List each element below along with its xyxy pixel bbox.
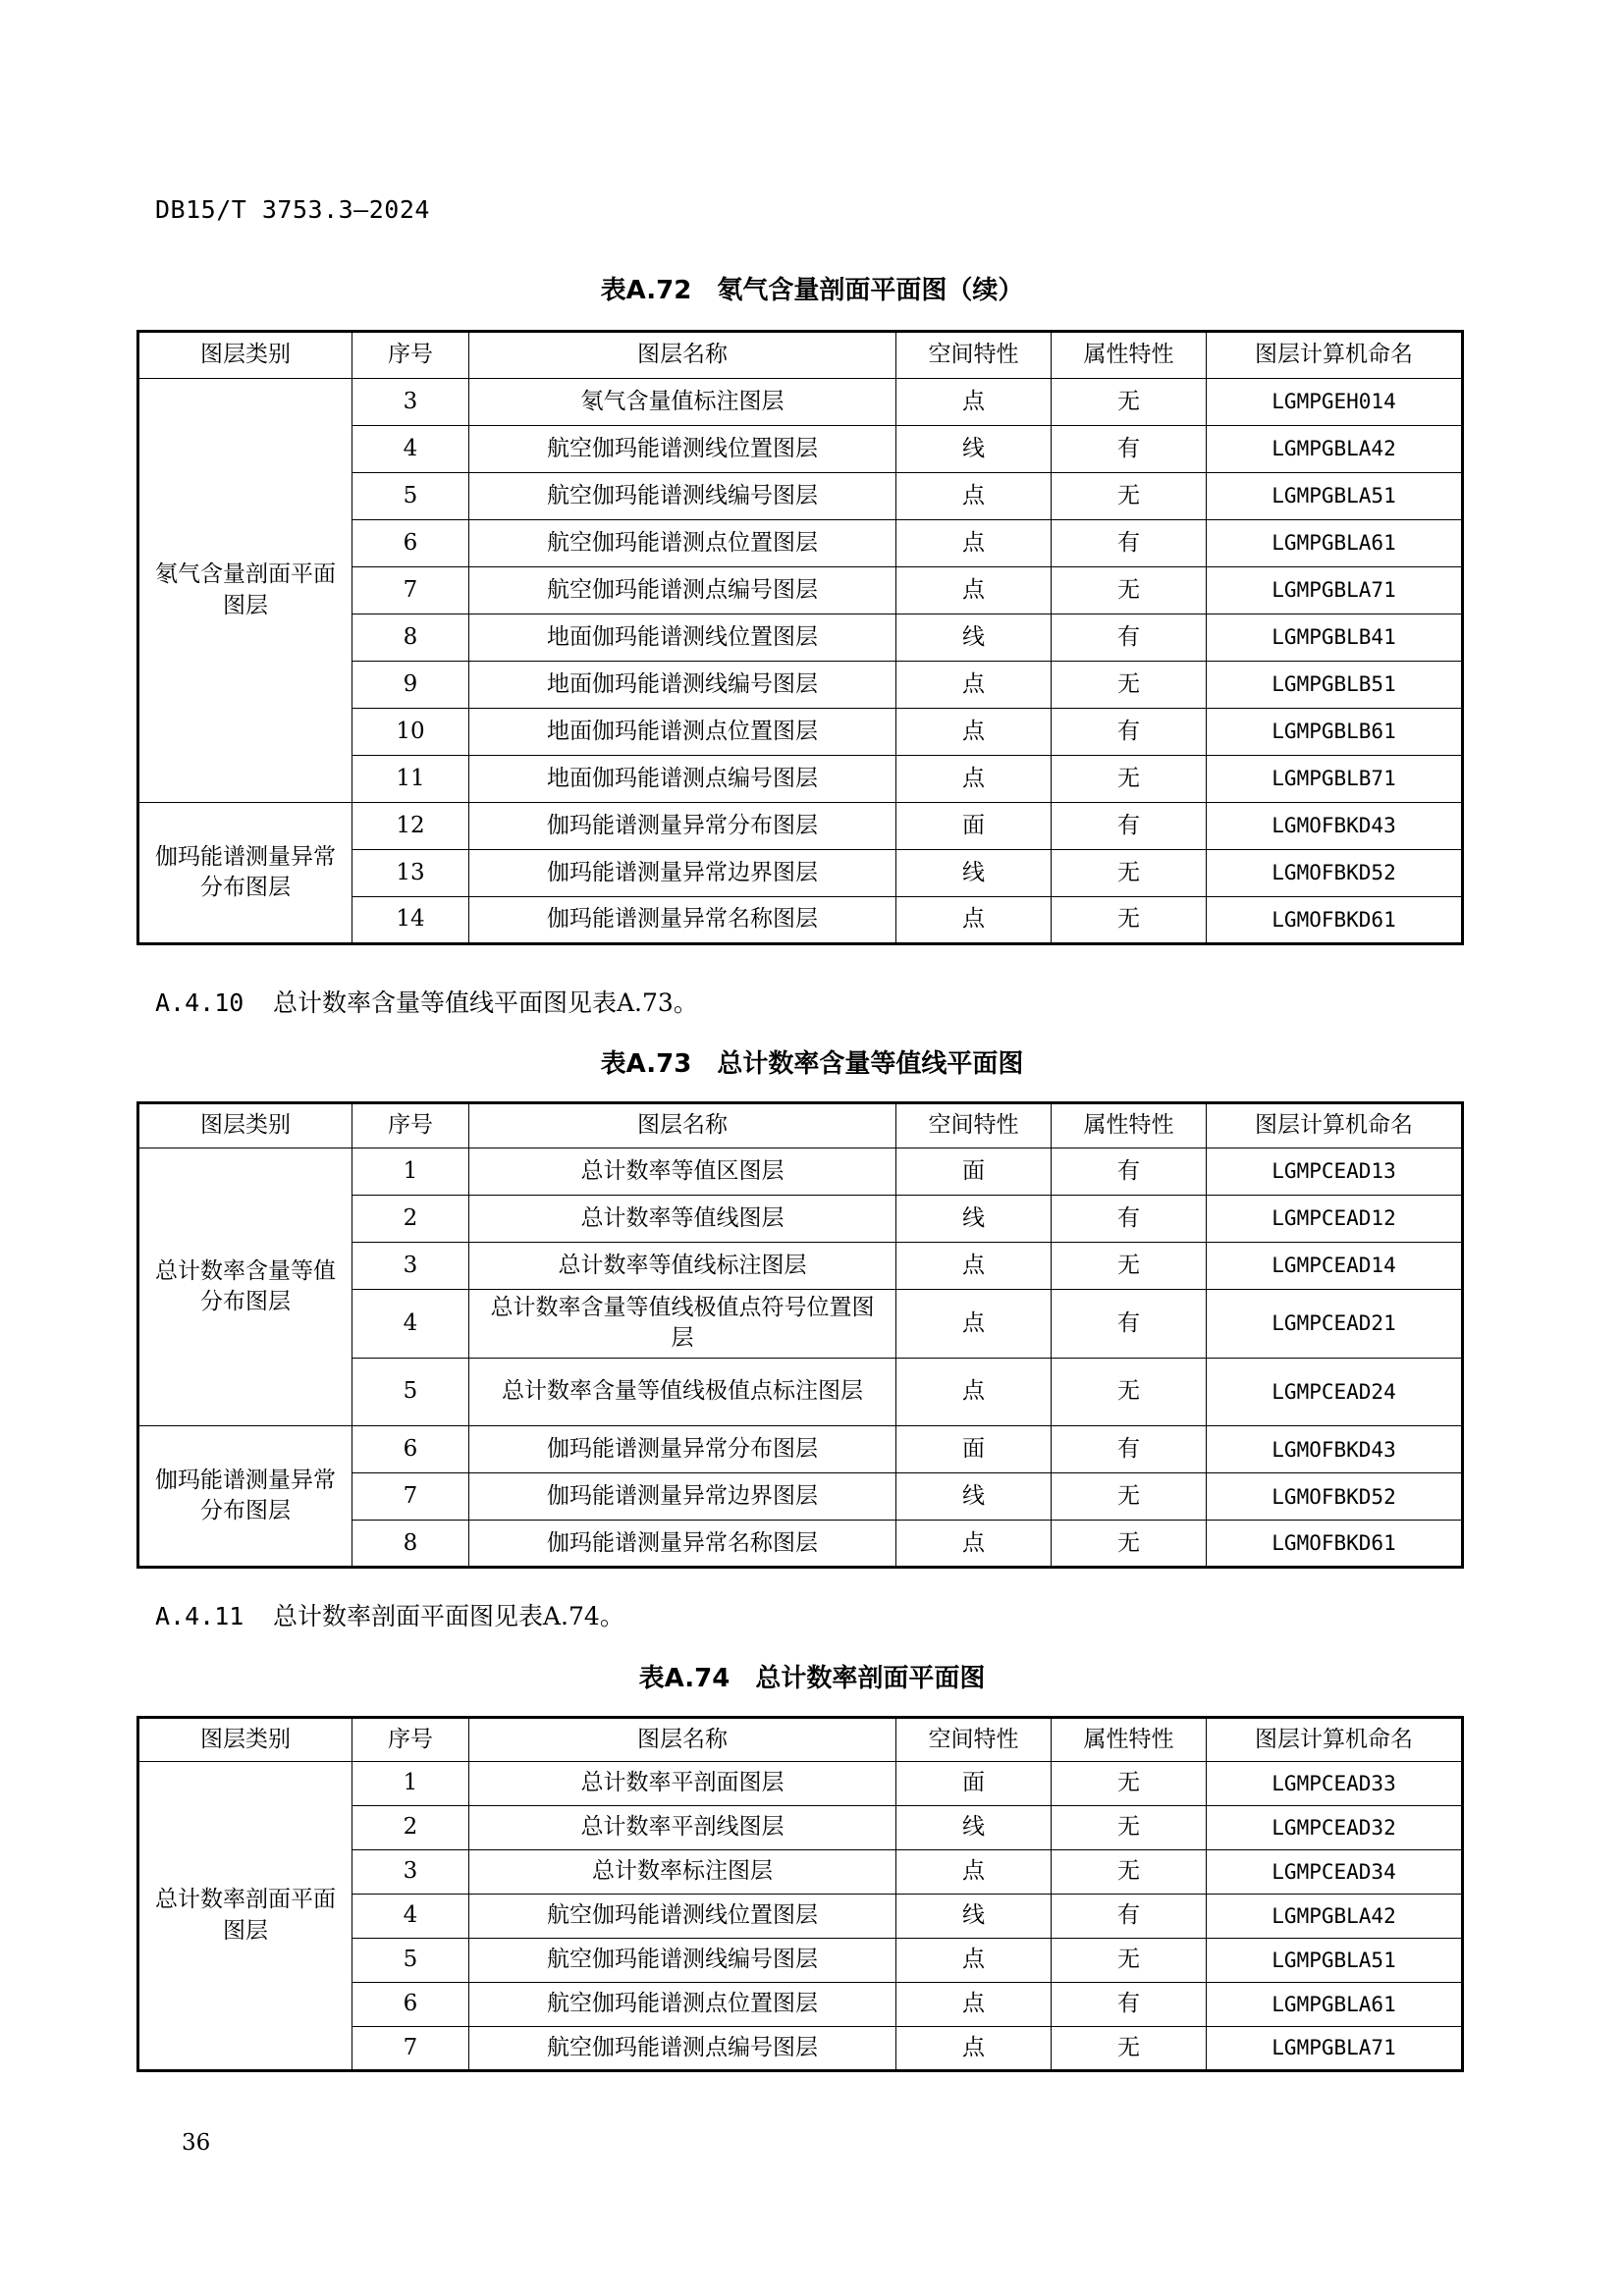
section-a-4-11 — [155, 1597, 624, 1632]
sequence-cell: 12 — [352, 803, 469, 850]
layer-name-cell: 总计数率平剖线图层 — [469, 1806, 896, 1850]
computer-name-cell: LGMOFBKD52 — [1207, 850, 1463, 897]
layer-name-cell: 总计数率含量等值线极值点符号位置图层 — [469, 1290, 896, 1359]
spatial-type-cell: 点 — [896, 1290, 1052, 1359]
layer-name-cell: 伽玛能谱测量异常边界图层 — [469, 1473, 896, 1521]
column-header: 图层计算机命名 — [1207, 1103, 1463, 1148]
attribute-cell: 有 — [1052, 803, 1207, 850]
spatial-type-cell: 点 — [896, 379, 1052, 426]
attribute-cell: 无 — [1052, 567, 1207, 614]
sequence-cell: 8 — [352, 614, 469, 662]
spatial-type-cell: 点 — [896, 1243, 1052, 1290]
computer-name-cell: LGMOFBKD43 — [1207, 1426, 1463, 1473]
table-header-row — [138, 1718, 1463, 1762]
attribute-cell: 有 — [1052, 1983, 1207, 2027]
layer-name-cell: 伽玛能谱测量异常分布图层 — [469, 803, 896, 850]
section-number: A.4.10 — [155, 988, 244, 1017]
layer-name-cell: 地面伽玛能谱测线编号图层 — [469, 662, 896, 709]
layer-name-cell: 总计数率等值区图层 — [469, 1148, 896, 1196]
spatial-type-cell: 点 — [896, 1358, 1052, 1426]
computer-name-cell: LGMPGBLA71 — [1207, 2027, 1463, 2071]
section-text: 总计数率剖面平面图见表A.74。 — [273, 1602, 624, 1630]
spatial-type-cell: 点 — [896, 1850, 1052, 1895]
attribute-cell: 有 — [1052, 426, 1207, 473]
computer-name-cell: LGMPGBLB41 — [1207, 614, 1463, 662]
layer-name-cell: 地面伽玛能谱测点位置图层 — [469, 709, 896, 756]
sequence-cell: 3 — [352, 1243, 469, 1290]
column-header: 图层名称 — [469, 332, 896, 379]
attribute-cell: 有 — [1052, 1895, 1207, 1939]
layer-name-cell: 航空伽玛能谱测线位置图层 — [469, 426, 896, 473]
section-text: 总计数率含量等值线平面图见表A.73。 — [273, 988, 698, 1017]
column-header: 序号 — [352, 1718, 469, 1762]
document-id: DB15/T 3753.3—2024 — [155, 195, 430, 224]
column-header: 图层类别 — [138, 1718, 352, 1762]
layer-name-cell: 伽玛能谱测量异常分布图层 — [469, 1426, 896, 1473]
spatial-type-cell: 点 — [896, 1939, 1052, 1983]
column-header: 图层类别 — [138, 1103, 352, 1148]
layer-category-cell: 总计数率剖面平面图层 — [138, 1762, 352, 2071]
spatial-type-cell: 面 — [896, 1148, 1052, 1196]
sequence-cell: 5 — [352, 1358, 469, 1426]
sequence-cell: 7 — [352, 1473, 469, 1521]
spatial-type-cell: 线 — [896, 1196, 1052, 1243]
table-header-row — [138, 1103, 1463, 1148]
table-a73-caption: 表A.73 总计数率含量等值线平面图 — [600, 1049, 1024, 1079]
layer-name-cell: 总计数率含量等值线极值点标注图层 — [469, 1358, 896, 1426]
spatial-type-cell: 点 — [896, 567, 1052, 614]
computer-name-cell: LGMPCEAD32 — [1207, 1806, 1463, 1850]
attribute-cell: 无 — [1052, 1850, 1207, 1895]
layer-name-cell: 地面伽玛能谱测线位置图层 — [469, 614, 896, 662]
sequence-cell: 11 — [352, 756, 469, 803]
layer-name-cell: 总计数率标注图层 — [469, 1850, 896, 1895]
column-header: 属性特性 — [1052, 1103, 1207, 1148]
attribute-cell: 无 — [1052, 1521, 1207, 1568]
layer-name-cell: 航空伽玛能谱测点位置图层 — [469, 1983, 896, 2027]
layer-category-cell: 伽玛能谱测量异常分布图层 — [138, 1426, 352, 1568]
computer-name-cell: LGMPGBLA61 — [1207, 520, 1463, 567]
attribute-cell: 无 — [1052, 1806, 1207, 1850]
spatial-type-cell: 点 — [896, 1983, 1052, 2027]
table-row — [138, 803, 1463, 850]
sequence-cell: 2 — [352, 1806, 469, 1850]
spatial-type-cell: 线 — [896, 1473, 1052, 1521]
column-header: 属性特性 — [1052, 332, 1207, 379]
computer-name-cell: LGMOFBKD52 — [1207, 1473, 1463, 1521]
column-header: 图层名称 — [469, 1103, 896, 1148]
layer-name-cell: 总计数率平剖面图层 — [469, 1762, 896, 1806]
spatial-type-cell: 点 — [896, 709, 1052, 756]
spatial-type-cell: 点 — [896, 662, 1052, 709]
layer-category-cell: 伽玛能谱测量异常分布图层 — [138, 803, 352, 944]
sequence-cell: 1 — [352, 1148, 469, 1196]
computer-name-cell: LGMPGBLA61 — [1207, 1983, 1463, 2027]
table-row — [138, 1148, 1463, 1196]
spatial-type-cell: 线 — [896, 614, 1052, 662]
sequence-cell: 8 — [352, 1521, 469, 1568]
computer-name-cell: LGMPGBLA51 — [1207, 473, 1463, 520]
table-a72 — [136, 330, 1464, 945]
column-header: 空间特性 — [896, 1103, 1052, 1148]
attribute-cell: 有 — [1052, 709, 1207, 756]
table-row — [138, 379, 1463, 426]
attribute-cell: 无 — [1052, 379, 1207, 426]
sequence-cell: 7 — [352, 567, 469, 614]
computer-name-cell: LGMPGBLB71 — [1207, 756, 1463, 803]
spatial-type-cell: 线 — [896, 1895, 1052, 1939]
layer-name-cell: 伽玛能谱测量异常名称图层 — [469, 897, 896, 944]
sequence-cell: 5 — [352, 1939, 469, 1983]
layer-category-cell: 总计数率含量等值分布图层 — [138, 1148, 352, 1426]
column-header: 序号 — [352, 332, 469, 379]
computer-name-cell: LGMOFBKD61 — [1207, 1521, 1463, 1568]
sequence-cell: 4 — [352, 426, 469, 473]
attribute-cell: 无 — [1052, 1762, 1207, 1806]
layer-name-cell: 航空伽玛能谱测线编号图层 — [469, 473, 896, 520]
attribute-cell: 无 — [1052, 1473, 1207, 1521]
computer-name-cell: LGMOFBKD43 — [1207, 803, 1463, 850]
column-header: 图层计算机命名 — [1207, 332, 1463, 379]
computer-name-cell: LGMOFBKD61 — [1207, 897, 1463, 944]
sequence-cell: 6 — [352, 1426, 469, 1473]
computer-name-cell: LGMPGBLB61 — [1207, 709, 1463, 756]
computer-name-cell: LGMPCEAD13 — [1207, 1148, 1463, 1196]
spatial-type-cell: 线 — [896, 426, 1052, 473]
spatial-type-cell: 点 — [896, 473, 1052, 520]
layer-name-cell: 航空伽玛能谱测点位置图层 — [469, 520, 896, 567]
sequence-cell: 4 — [352, 1290, 469, 1359]
spatial-type-cell: 点 — [896, 756, 1052, 803]
computer-name-cell: LGMPCEAD21 — [1207, 1290, 1463, 1359]
sequence-cell: 3 — [352, 379, 469, 426]
layer-name-cell: 总计数率等值线图层 — [469, 1196, 896, 1243]
spatial-type-cell: 面 — [896, 803, 1052, 850]
sequence-cell: 4 — [352, 1895, 469, 1939]
table-row — [138, 1426, 1463, 1473]
column-header: 空间特性 — [896, 1718, 1052, 1762]
attribute-cell: 无 — [1052, 662, 1207, 709]
table-row — [138, 1762, 1463, 1806]
page-number: 36 — [182, 2130, 211, 2156]
computer-name-cell: LGMPCEAD14 — [1207, 1243, 1463, 1290]
attribute-cell: 有 — [1052, 1426, 1207, 1473]
computer-name-cell: LGMPCEAD33 — [1207, 1762, 1463, 1806]
computer-name-cell: LGMPCEAD34 — [1207, 1850, 1463, 1895]
attribute-cell: 无 — [1052, 1358, 1207, 1426]
sequence-cell: 7 — [352, 2027, 469, 2071]
table-a72-caption: 表A.72 氡气含量剖面平面图（续） — [600, 276, 1024, 305]
spatial-type-cell: 线 — [896, 850, 1052, 897]
sequence-cell: 6 — [352, 520, 469, 567]
section-number: A.4.11 — [155, 1602, 244, 1630]
column-header: 空间特性 — [896, 332, 1052, 379]
computer-name-cell: LGMPGEH014 — [1207, 379, 1463, 426]
layer-name-cell: 氡气含量值标注图层 — [469, 379, 896, 426]
layer-name-cell: 伽玛能谱测量异常边界图层 — [469, 850, 896, 897]
layer-name-cell: 地面伽玛能谱测点编号图层 — [469, 756, 896, 803]
attribute-cell: 无 — [1052, 850, 1207, 897]
attribute-cell: 无 — [1052, 2027, 1207, 2071]
column-header: 图层类别 — [138, 332, 352, 379]
sequence-cell: 5 — [352, 473, 469, 520]
table-a73 — [136, 1101, 1464, 1569]
computer-name-cell: LGMPCEAD24 — [1207, 1358, 1463, 1426]
layer-name-cell: 航空伽玛能谱测点编号图层 — [469, 2027, 896, 2071]
attribute-cell: 无 — [1052, 1939, 1207, 1983]
computer-name-cell: LGMPGBLA71 — [1207, 567, 1463, 614]
computer-name-cell: LGMPGBLA42 — [1207, 426, 1463, 473]
layer-name-cell: 伽玛能谱测量异常名称图层 — [469, 1521, 896, 1568]
layer-name-cell: 航空伽玛能谱测点编号图层 — [469, 567, 896, 614]
computer-name-cell: LGMPGBLA51 — [1207, 1939, 1463, 1983]
column-header: 序号 — [352, 1103, 469, 1148]
spatial-type-cell: 面 — [896, 1762, 1052, 1806]
section-a-4-10 — [155, 984, 698, 1019]
attribute-cell: 无 — [1052, 1243, 1207, 1290]
attribute-cell: 无 — [1052, 756, 1207, 803]
table-header-row — [138, 332, 1463, 379]
spatial-type-cell: 点 — [896, 520, 1052, 567]
layer-name-cell: 航空伽玛能谱测线位置图层 — [469, 1895, 896, 1939]
layer-name-cell: 总计数率等值线标注图层 — [469, 1243, 896, 1290]
spatial-type-cell: 点 — [896, 1521, 1052, 1568]
attribute-cell: 无 — [1052, 473, 1207, 520]
sequence-cell: 6 — [352, 1983, 469, 2027]
sequence-cell: 10 — [352, 709, 469, 756]
spatial-type-cell: 线 — [896, 1806, 1052, 1850]
layer-name-cell: 航空伽玛能谱测线编号图层 — [469, 1939, 896, 1983]
table-a74-caption: 表A.74 总计数率剖面平面图 — [638, 1664, 986, 1693]
spatial-type-cell: 面 — [896, 1426, 1052, 1473]
column-header: 图层计算机命名 — [1207, 1718, 1463, 1762]
attribute-cell: 有 — [1052, 614, 1207, 662]
attribute-cell: 有 — [1052, 1196, 1207, 1243]
sequence-cell: 1 — [352, 1762, 469, 1806]
sequence-cell: 2 — [352, 1196, 469, 1243]
attribute-cell: 无 — [1052, 897, 1207, 944]
sequence-cell: 3 — [352, 1850, 469, 1895]
table-a74 — [136, 1716, 1464, 2072]
column-header: 图层名称 — [469, 1718, 896, 1762]
sequence-cell: 13 — [352, 850, 469, 897]
attribute-cell: 有 — [1052, 520, 1207, 567]
column-header: 属性特性 — [1052, 1718, 1207, 1762]
attribute-cell: 有 — [1052, 1148, 1207, 1196]
sequence-cell: 14 — [352, 897, 469, 944]
sequence-cell: 9 — [352, 662, 469, 709]
layer-category-cell: 氡气含量剖面平面图层 — [138, 379, 352, 803]
spatial-type-cell: 点 — [896, 2027, 1052, 2071]
computer-name-cell: LGMPGBLA42 — [1207, 1895, 1463, 1939]
computer-name-cell: LGMPGBLB51 — [1207, 662, 1463, 709]
attribute-cell: 有 — [1052, 1290, 1207, 1359]
spatial-type-cell: 点 — [896, 897, 1052, 944]
computer-name-cell: LGMPCEAD12 — [1207, 1196, 1463, 1243]
